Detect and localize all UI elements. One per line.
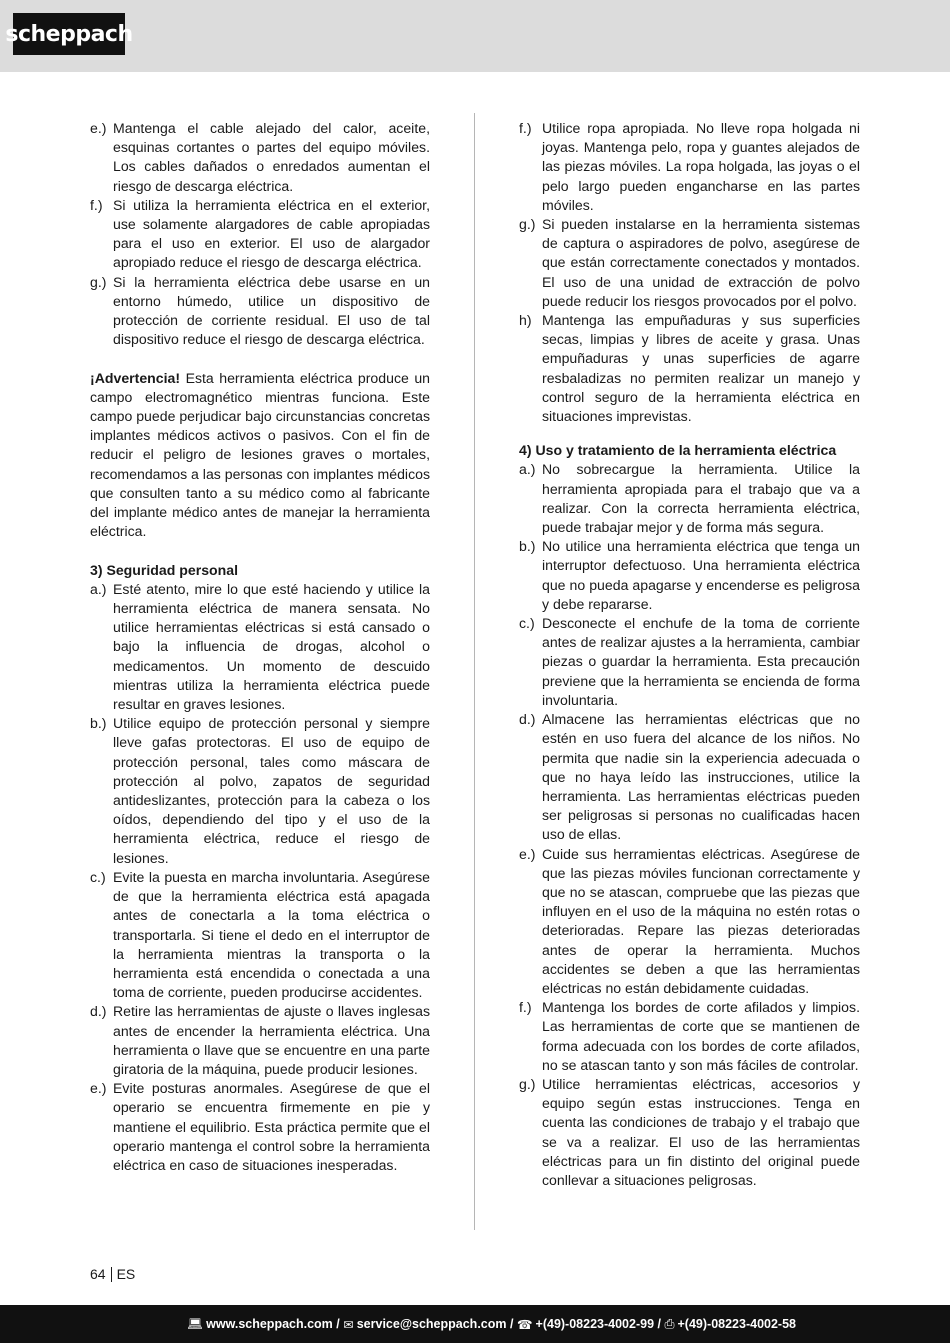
list-item — [90, 119, 430, 196]
column-divider — [474, 113, 475, 1230]
item-text: Utilice equipo de protección personal y siempre lleve gafas protectoras. El uso de equipo de protección personal, tales como máscara de protección al polvo, zapatos de seguridad antideslizantes, protección para la cabeza o los oídos, dependiendo del tipo y el uso de la herramienta eléctrica, reduce el riesgo de lesiones. — [113, 715, 430, 866]
list-item — [519, 710, 860, 844]
item-text: Evite la puesta en marcha involuntaria. Asegúrese de que la herramienta eléctrica está apagada antes de conectarla a la toma eléctrica o transportarla. Si tiene el dedo en el interruptor de la herramienta mientras la transporta o la herramienta está encendida o conectada a una toma de corriente, pueden producirse accidentes. — [113, 868, 430, 1001]
list-item — [90, 196, 430, 273]
footer-bar — [0, 1305, 950, 1343]
phone-icon: ☎︎ — [516, 1317, 533, 1332]
item-text: Evite posturas anormales. Asegúrese de que el operario se encuentra firmemente en pie y mantiene el equilibrio. Esta práctica permite que el operario mantenga el control sobre la herramienta eléctrica en caso de situaciones inesperadas. — [113, 1080, 430, 1173]
item-label: f.) — [519, 120, 532, 136]
list-item — [90, 1002, 430, 1079]
item-label: d.) — [519, 711, 536, 728]
footer-separator: / — [509, 1317, 514, 1331]
footer-fax: +(49)-08223-4002-58 — [677, 1317, 796, 1331]
item-text: Si la herramienta eléctrica debe usarse en un entorno húmedo, utilice un dispositivo de protección de corriente residual. El uso de tal dispositivo reduce el riesgo de descarga eléctrica. — [113, 273, 430, 348]
computer-icon: 💻︎ — [187, 1316, 204, 1331]
list-item — [90, 1079, 430, 1175]
item-text: Almacene las herramientas eléctricas que no estén en uso fuera del alcance de los niños. No permita que nadie sin la experiencia adecuada o que no haya leído las instrucciones, utilice la herramienta. Las herramientas eléctricas pueden ser peligrosas si personas no cualificadas hacen uso de ellas. — [542, 711, 860, 843]
item-label: a.) — [519, 461, 536, 478]
item-text: Retire las herramientas de ajuste o llaves inglesas antes de encender la herramienta eléctrica. Una herramienta o llave que se encuentre en una parte giratoria de la máquina, puede producir lesiones. — [113, 1003, 430, 1077]
footer-email-link[interactable]: service@scheppach.com — [356, 1317, 507, 1331]
footer-website-link[interactable]: www.scheppach.com — [206, 1317, 333, 1331]
footer-separator: / — [336, 1317, 340, 1331]
item-text: Utilice ropa apropiada. No lleve ropa holgada ni joyas. Mantenga pelo, ropa y guantes alejados de las piezas móviles. La ropa holgada, las joyas o el pelo largo pueden engancharse en las partes móviles. — [542, 120, 860, 213]
list-item — [90, 273, 430, 350]
brand-logo[interactable]: scheppach — [13, 13, 125, 55]
header-bar — [0, 0, 950, 72]
fax-icon: ⎙ — [664, 1316, 675, 1331]
item-label: f.) — [90, 196, 103, 213]
email-icon: ✉︎ — [343, 1317, 354, 1332]
footer-separator: / — [657, 1317, 661, 1331]
page-number: 64 — [90, 1266, 106, 1282]
list-item — [90, 868, 430, 1002]
item-text: Mantenga las empuñaduras y sus superficies secas, limpias y libres de aceite y grasa. Unas empuñaduras y unas superficies de agarre resbaladizas no permiten realizar un manejo y control seguro de la herramienta eléctrica en situaciones imprevistas. — [542, 312, 860, 425]
item-label: c.) — [519, 615, 535, 632]
item-text: Si pueden instalarse en la herramienta sistemas de captura o aspiradores de polvo, asegúrese de que están correctamente conectados y montados. El uso de una unidad de extracción de polvo puede reducir los riesgos provocados por el polvo. — [542, 216, 860, 309]
item-text: Utilice herramientas eléctricas, accesorios y equipo según estas instrucciones. Tenga en cuenta las condiciones de trabajo y el trabajo que se va a realizar. El uso de las herramientas eléctricas para un fin distinto del original puede conllevar a situaciones peligrosas. — [542, 1075, 860, 1188]
item-label: e.) — [90, 120, 107, 136]
item-text: Mantenga los bordes de corte afilados y limpios. Las herramientas de corte que se mantienen de forma adecuada con los bordes de corte afilados, no se atascan tanto y son más fáciles de controlar. — [542, 999, 860, 1073]
page-separator — [111, 1267, 112, 1282]
section-3-heading: 3) Seguridad personal — [90, 561, 239, 578]
list-item — [90, 580, 430, 714]
right-column — [519, 119, 860, 1190]
item-text: Desconecte el enchufe de la toma de corriente antes de realizar ajustes a la herramienta, cambiar piezas o guardar la herramienta. Esta precaución previene que la herramienta se encienda de forma involuntaria. — [542, 615, 860, 708]
list-item — [519, 215, 860, 311]
item-text: No utilice una herramienta eléctrica que tenga un interruptor defectuoso. Una herramienta eléctrica que no pueda apagarse y encenderse es peligrosa y debe repararse. — [542, 538, 860, 612]
item-text: Mantenga el cable alejado del calor, aceite, esquinas cortantes o partes del equipo móviles. Los cables dañados o enredados aumentan el riesgo de descarga eléctrica. — [113, 120, 430, 194]
warning-paragraph — [90, 369, 430, 542]
left-column — [90, 119, 430, 1175]
item-label: d.) — [90, 1003, 107, 1020]
list-item — [519, 460, 860, 537]
item-label: b.) — [90, 715, 107, 732]
item-label: a.) — [90, 580, 107, 597]
list-item — [90, 714, 430, 868]
item-label: g.) — [519, 1075, 536, 1092]
item-label: g.) — [519, 216, 536, 233]
item-text: Esté atento, mire lo que esté haciendo y utilice la herramienta eléctrica de manera sensata. No utilice herramientas eléctricas si está cansado o bajo la influencia de drogas, alcohol o medicamentos. Un momento de descuido mientras utiliza la herramienta eléctrica puede resultar en graves lesiones. — [113, 580, 430, 713]
item-label: f.) — [519, 999, 532, 1016]
item-label: h) — [519, 312, 532, 329]
item-text: Si utiliza la herramienta eléctrica en el exterior, use solamente alargadores de cable apropiadas para el uso en exterior. El uso de alargador apropiado reduce el riesgo de descarga eléctrica. — [113, 196, 430, 271]
footer-phone[interactable]: +(49)-08223-4002-99 — [535, 1317, 655, 1331]
list-item — [519, 311, 860, 426]
list-item — [519, 614, 860, 710]
section-4-heading: 4) Uso y tratamiento de la herramienta eléctrica — [519, 442, 837, 459]
page-language: ES — [116, 1266, 136, 1282]
page-number-block — [90, 1265, 135, 1283]
item-text: No sobrecargue la herramienta. Utilice la herramienta apropiada para el trabajo que va a realizar. Con la correcta herramienta eléctrica, puede trabajar mejor y de forma más segura. — [542, 461, 860, 536]
list-item — [519, 1075, 860, 1190]
warning-lead: ¡Advertencia! — [90, 369, 181, 386]
item-label: b.) — [519, 538, 536, 555]
item-label: e.) — [519, 845, 536, 862]
list-item — [519, 998, 860, 1075]
list-item — [519, 537, 860, 614]
item-label: g.) — [90, 273, 107, 290]
list-item — [519, 845, 860, 999]
item-text: Cuide sus herramientas eléctricas. Asegúrese de que las piezas móviles funcionan correctamente y que no se atascan, compruebe que las piezas que influyen en el uso de la máquina no estén rotas o deterioradas. Repare las piezas deterioradas antes de operar la herramienta. Muchos accidentes se deben a que las herramientas eléctricas no están debidamente cuidadas. — [542, 845, 860, 996]
item-label: e.) — [90, 1080, 107, 1097]
item-label: c.) — [90, 868, 106, 885]
warning-text: Esta herramienta eléctrica produce un campo electromagnético mientras funciona. Este campo puede perjudicar bajo circunstancias concretas implantes médicos activos o pasivos. Con el fin de reducir el peligro de lesiones graves o mortales, recomendamos a las personas con implantes médicos que consulten tanto a su médico como al fabricante del implante médico antes de manejar la herramienta eléctrica. — [90, 369, 431, 540]
list-item — [519, 119, 860, 215]
